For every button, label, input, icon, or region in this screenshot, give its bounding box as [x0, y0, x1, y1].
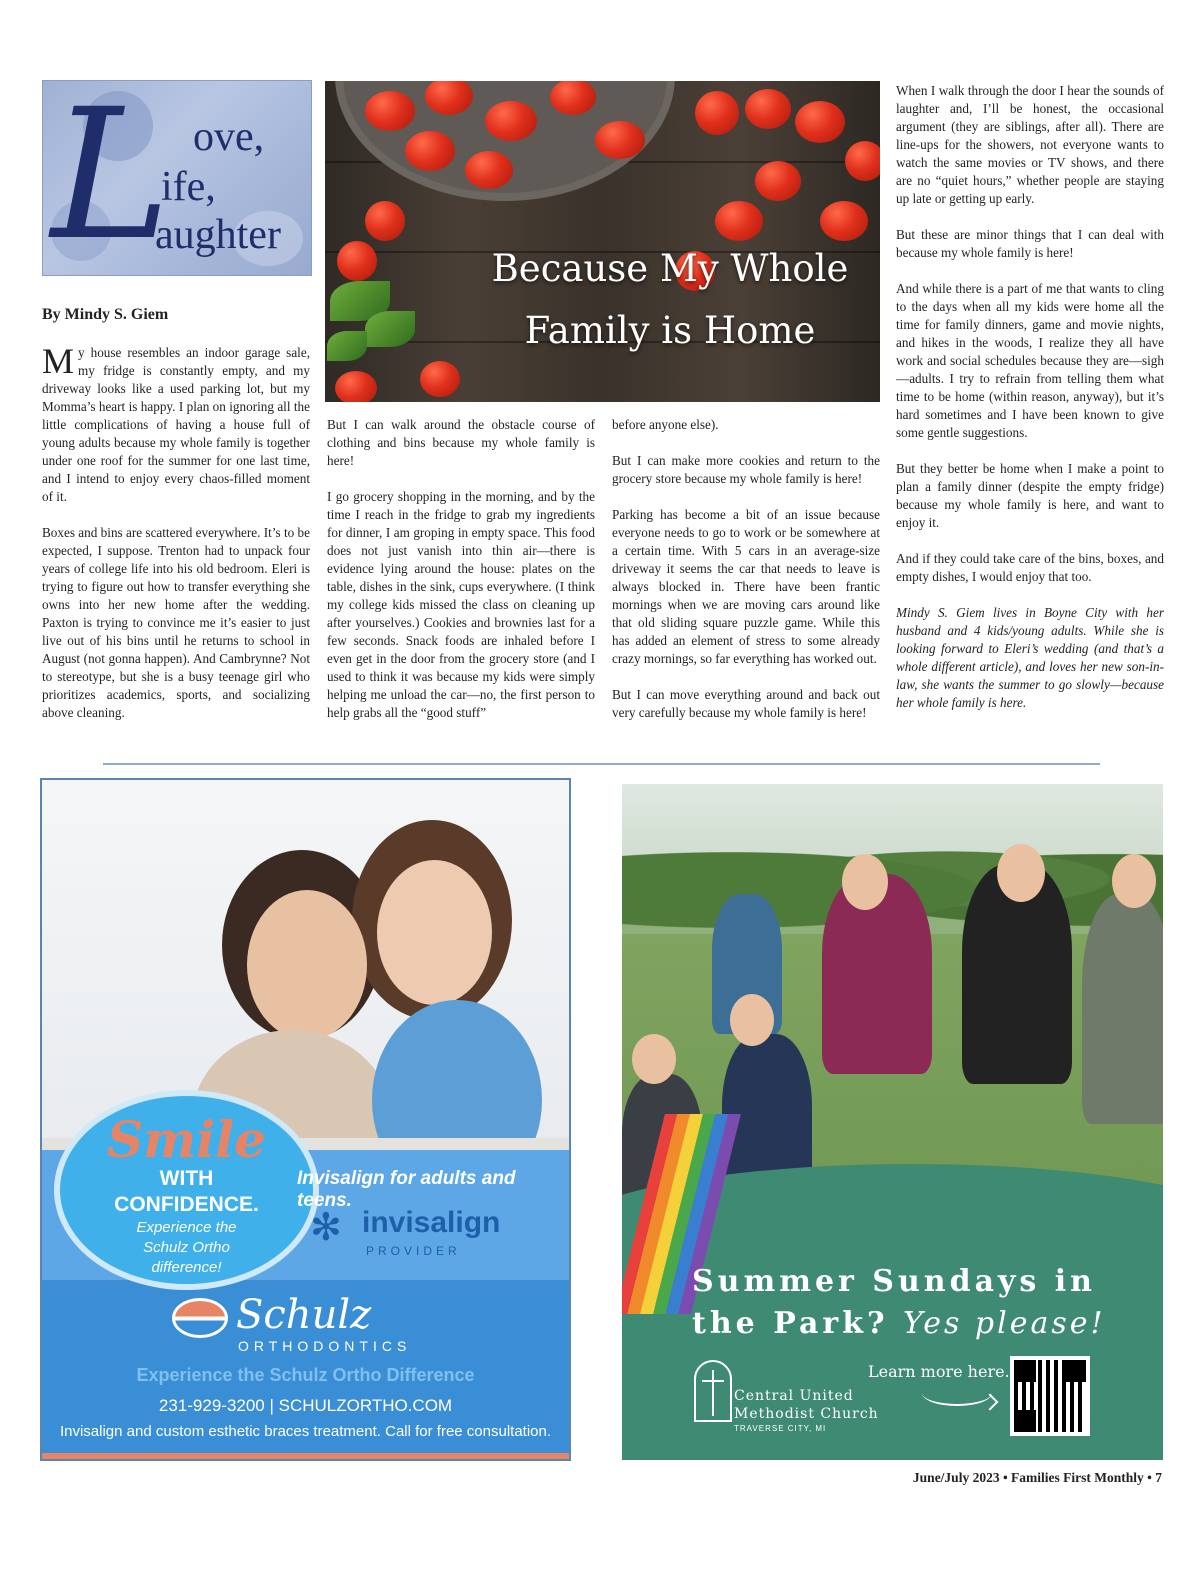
- paragraph: Parking has become a bit of an issue because everyone needs to go to work or be somewhere at a certain time. With 5 cars in an average-size driveway it seems the car that needs to leave is always blocked in. There have been frantic mornings when we are moving cars around like that old sliding square puzzle game. While this has added an element of stress to some already crazy mornings, so far everything has worked out.: [612, 507, 880, 666]
- invisalign-logo: [310, 1202, 540, 1262]
- paragraph: [42, 341, 310, 506]
- paragraph: Boxes and bins are scattered everywhere. It’s to be expected, I suppose. Trenton had to unpack four years of college life into his old bedroom. Eleri is trying to figure out how to transfer everything she owns into her new home after the wedding. Paxton is trying to convince me it’s easier to just live out of his bins until he returns to school in August (not gonna happen). And Cambrynne? Not to stereotype, but she is a busy teenage girl who prioritizes academics, sports, and socializing above cleaning.: [42, 525, 310, 720]
- invisalign-tagline: Invisalign for adults and teens.: [297, 1168, 516, 1211]
- church-headline-2b: Yes please!: [903, 1306, 1106, 1341]
- church-cross-icon: [694, 1360, 732, 1422]
- schulz-wordmark: Schulz: [236, 1292, 372, 1338]
- paragraph: But I can walk around the obstacle course of clothing and bins because my whole family is here!: [327, 417, 595, 468]
- ad-central-united-methodist[interactable]: [622, 784, 1163, 1460]
- article-column-2: [327, 416, 595, 740]
- invisalign-provider: PROVIDER: [366, 1244, 461, 1258]
- church-headline-2a: the Park?: [692, 1306, 889, 1341]
- hero-title: [470, 238, 870, 362]
- paragraph: But these are minor things that I can deal with because my whole family is here!: [896, 227, 1164, 260]
- hero-title-line-1: Because My Whole: [491, 247, 849, 290]
- article-byline: By Mindy S. Giem: [42, 306, 169, 323]
- experience-line-3: difference!: [151, 1259, 222, 1276]
- with-text: WITH: [159, 1167, 214, 1190]
- experience-line-2: Schulz Ortho: [143, 1239, 230, 1256]
- experience-line-1: Experience the: [136, 1219, 237, 1236]
- paragraph: And if they could take care of the bins, boxes, and empty dishes, I would enjoy that too.: [896, 551, 1164, 584]
- paragraph: But I can make more cookies and return to the grocery store because my whole family is here!: [612, 453, 880, 486]
- author-bio: Mindy S. Giem lives in Boyne City with her husband and 4 kids/young adults. While she is looking forward to Eleri’s wedding (and that’s a whole different article), and loves her new son-in-law, she wants the summer to go slowly—because her whole family is here.: [896, 605, 1164, 710]
- arrow-right-icon: [922, 1380, 992, 1406]
- smile-badge: [54, 1090, 319, 1290]
- schulz-ball-icon: [172, 1298, 228, 1338]
- church-name-line-1: Central United: [734, 1388, 854, 1404]
- qr-code[interactable]: [1010, 1356, 1090, 1436]
- church-headline-2: [692, 1306, 1106, 1341]
- ortho-contact[interactable]: 231-929-3200 | SCHULZORTHO.COM: [158, 1396, 453, 1415]
- smile-heading: Smile: [107, 1110, 266, 1169]
- paragraph: before anyone else).: [612, 417, 719, 432]
- church-location: TRAVERSE CITY, MI: [734, 1424, 827, 1433]
- paragraph: But they better be home when I make a point to plan a family dinner (despite the empty fridge) because my whole family is here, and want to enjoy it.: [896, 461, 1164, 530]
- paragraph-text: y house resembles an indoor garage sale, my fridge is constantly empty, and my driveway looks like a used parking lot, but my Momma’s heart is happy. I plan on ignoring all the little complications of having a house full of young adults because my whole family is together under one roof for the summer for one last time, and I intend to enjoy every chaos-filled moment of it.: [42, 345, 310, 504]
- hero-title-line-2: Family is Home: [524, 309, 816, 352]
- logo-initial-l: L: [51, 80, 171, 276]
- drop-cap: M: [42, 341, 75, 381]
- schulz-logo: [172, 1292, 472, 1356]
- ad-schulz-orthodontics[interactable]: [40, 778, 571, 1461]
- paragraph: I go grocery shopping in the morning, and by the time I reach in the fridge to grab my ingredients for dinner, I am groping in empty space. This food does not just vanish into thin air—there is evidence lying around the house: plates on the table, dishes in the sink, cups everywhere. (I think my college kids missed the class on cleaning up after yourselves.) Cookies and brownies last for a few seconds. Snack foods are inhaled before I even get in the door from the grocery store (and I used to think it was because my kids were simply helping me unload the car—no, the first person to help grabs all the “good stuff”: [327, 489, 595, 720]
- column-logo-love-life-laughter: [42, 80, 312, 276]
- article-column-1: [42, 341, 310, 740]
- church-headline-1: Summer Sundays in: [692, 1264, 1096, 1299]
- article-column-3: [612, 416, 880, 740]
- paragraph: And while there is a part of me that wants to cling to the days when all my kids were home all the time for family dinners, game and movie nights, and hikes in the woods, I realize they all have work and social schedules because they are—sigh—adults. I try to refrain from telling them what time to be home (within reason, anyway), but it’s hard sometimes and I have been known to give some gentle suggestions.: [896, 281, 1164, 440]
- ortho-footer-text: Invisalign and custom esthetic braces treatment. Call for free consultation.: [59, 1423, 552, 1440]
- paragraph: When I walk through the door I hear the sounds of laughter and, I’ll be honest, the occasional argument (they are siblings, after all). There are line-ups for the showers, not everyone wants to watch the same movies or TV shows, and there are no “quiet hours,” whether people are staying up late or getting up early.: [896, 83, 1164, 206]
- section-divider: [103, 763, 1100, 765]
- logo-word-life: ife,: [161, 164, 216, 210]
- confidence-text: CONFIDENCE.: [114, 1193, 259, 1216]
- logo-word-laughter: aughter: [155, 212, 281, 258]
- article-column-4: [896, 82, 1164, 730]
- ortho-slogan: Experience the Schulz Ortho Difference: [136, 1365, 475, 1385]
- schulz-orthodontics: ORTHODONTICS: [238, 1338, 412, 1354]
- learn-more-text[interactable]: Learn more here.: [868, 1362, 1010, 1381]
- invisalign-wordmark: invisalign: [362, 1206, 501, 1239]
- paragraph: But I can move everything around and back out very carefully because my whole family is here!: [612, 687, 880, 720]
- logo-word-love: ove,: [193, 114, 265, 160]
- church-name-line-2: Methodist Church: [734, 1406, 879, 1422]
- invisalign-star-icon: ✻: [310, 1207, 342, 1249]
- page-footer: June/July 2023 • Families First Monthly • 7: [912, 1470, 1162, 1485]
